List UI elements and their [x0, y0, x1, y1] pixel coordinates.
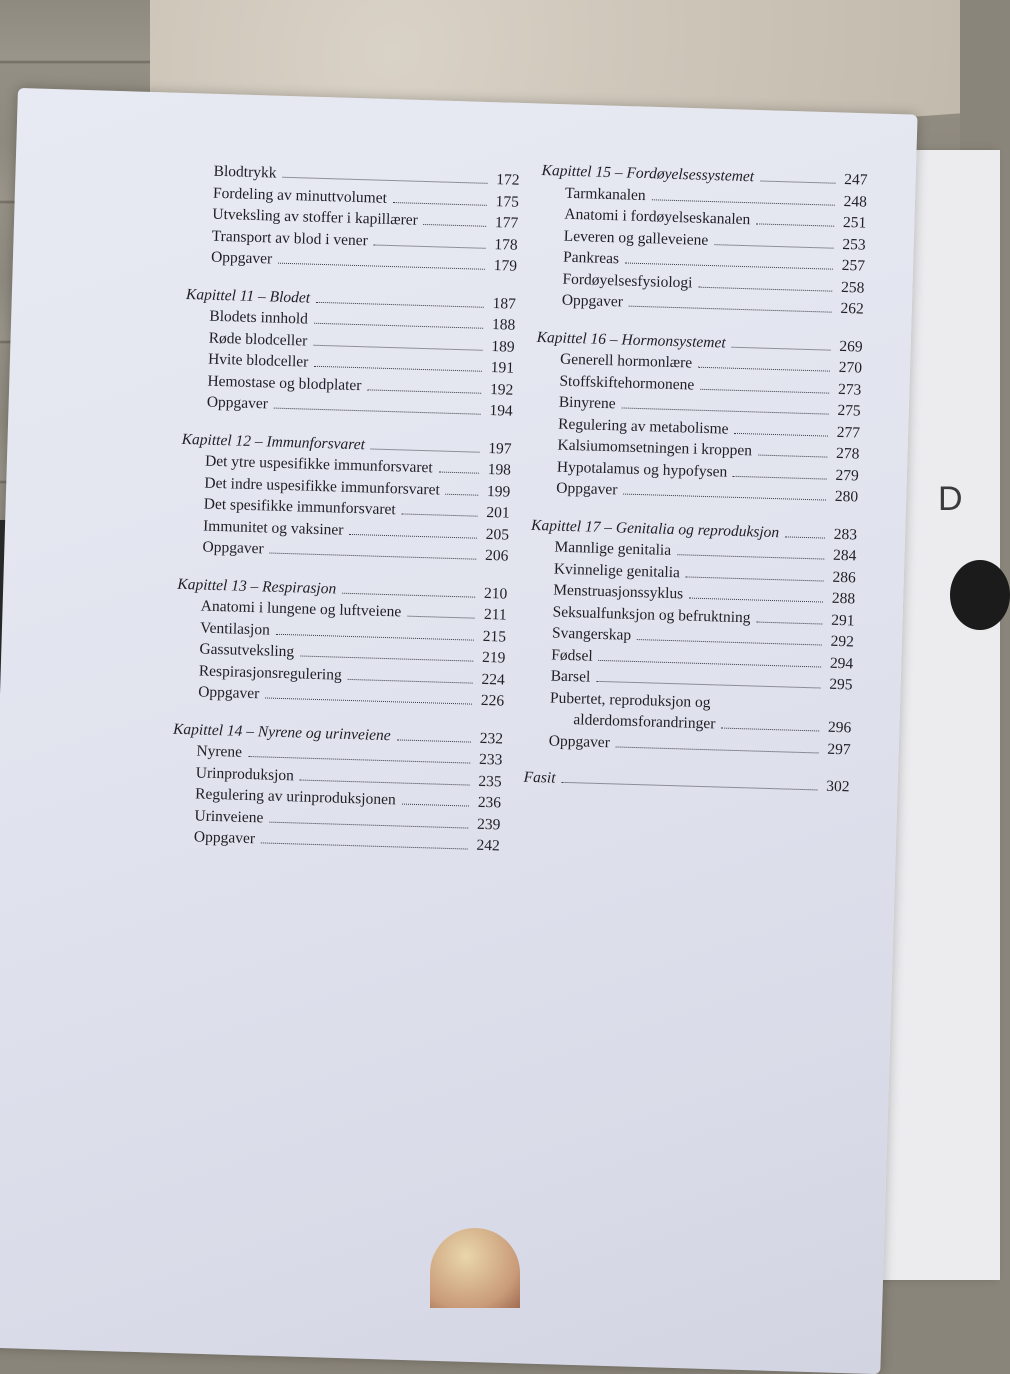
toc-entry-title: Oppgaver: [202, 538, 264, 558]
toc-entry-page-number: 188: [491, 316, 516, 334]
dot-leader: [698, 286, 832, 291]
dot-leader: [265, 697, 472, 704]
toc-entry-page-number: 286: [832, 568, 857, 586]
toc-entry-page-number: 189: [491, 337, 515, 356]
dot-leader: [374, 244, 486, 248]
dot-leader: [733, 475, 827, 479]
toc-left-column: [169, 160, 520, 873]
toc-entry-page-number: 262: [840, 299, 864, 318]
dot-leader: [732, 346, 831, 350]
dot-leader: [314, 366, 482, 372]
toc-entry-page-number: 175: [495, 192, 520, 211]
toc-entry-title: Respirasjonsregulering: [198, 661, 342, 684]
chapter-heading-title: Fasit: [523, 768, 556, 787]
dot-leader: [625, 263, 833, 270]
dot-leader: [407, 616, 474, 619]
chapter-heading-page-number: 210: [483, 584, 508, 603]
chapter-heading-title: Kapittel 14 – Nyrene og urinveiene: [172, 720, 391, 744]
dot-leader: [599, 659, 822, 667]
toc-entry-title: Immunitet og vaksiner: [202, 517, 344, 539]
dot-leader: [248, 756, 470, 764]
toc-entry-title: Kvinnelige genitalia: [553, 560, 681, 581]
toc-entry-title: Oppgaver: [548, 731, 611, 751]
toc-entry-page-number: 288: [831, 589, 856, 608]
toc-entry-continued-page-number: 296: [827, 718, 852, 737]
finger-tip: [430, 1228, 520, 1308]
chapter-heading-page-number: 269: [839, 337, 863, 356]
dot-leader: [637, 639, 822, 645]
toc-entry-title: Ventilasjon: [199, 619, 271, 639]
toc-entry-title: Oppgaver: [556, 479, 618, 499]
dot-leader: [623, 494, 826, 501]
toc-entry-page-number: 257: [841, 256, 866, 275]
toc-entry-page-number: 226: [480, 691, 505, 710]
toc-entry-page-number: 219: [481, 648, 506, 667]
toc-entry-page-number: 270: [838, 358, 863, 377]
dot-leader: [397, 739, 471, 742]
dot-leader: [269, 553, 476, 560]
toc-entry-page-number: 191: [490, 359, 515, 377]
toc-entry-title: Generell hormonlære: [559, 350, 693, 372]
toc-entry-page-number: 280: [834, 487, 859, 506]
dot-leader: [760, 180, 835, 183]
toc-entry-title: Pankreas: [562, 248, 620, 268]
toc-entry-title: Tarmkanalen: [564, 184, 646, 204]
toc-entry-title: Det indre uspesifikke immunforsvaret: [204, 474, 441, 499]
dot-leader: [596, 681, 820, 689]
toc-entry-page-number: 251: [842, 213, 867, 232]
toc-entry-title: Anatomi i fordøyelseskanalen: [564, 205, 751, 229]
toc-entry-page-number: 177: [494, 214, 519, 232]
toc-entry-page-number: 233: [478, 750, 503, 769]
toc-entry-page-number: 253: [842, 235, 866, 254]
dot-leader: [402, 513, 478, 516]
dot-leader: [393, 202, 487, 206]
dot-leader: [367, 389, 481, 393]
dot-leader: [313, 344, 482, 350]
toc-entry-page-number: 278: [835, 444, 860, 463]
dot-leader: [300, 655, 473, 661]
chapter-heading-page-number: 283: [833, 525, 858, 544]
toc-entry-title: Kalsiumomsetningen i kroppen: [557, 436, 753, 460]
toc-entry-page-number: 279: [835, 466, 860, 485]
dot-leader: [785, 536, 825, 538]
toc-entry-title: Oppgaver: [197, 683, 260, 703]
toc-section: [183, 283, 517, 422]
toc-entry-title: Mannlige genitalia: [554, 538, 672, 559]
toc-entry-page-number: 291: [830, 611, 855, 629]
toc-entry-title: Menstruasjonssyklus: [552, 581, 684, 603]
dot-leader: [621, 407, 828, 414]
dot-leader: [261, 842, 468, 849]
dot-leader: [756, 621, 822, 624]
chapter-heading-title: Kapittel 11 – Blodet: [185, 285, 311, 307]
toc-entry-page-number: 206: [484, 546, 509, 565]
dot-leader: [371, 448, 480, 452]
toc-entry-title: Seksualfunksjon og befruktning: [552, 603, 751, 626]
toc-entry-title: Oppgaver: [193, 828, 256, 848]
toc-entry-title: Urinproduksjon: [195, 763, 295, 784]
toc-entry-title: Fordøyelsesfysiologi: [562, 270, 693, 292]
toc-entry-page-number: 248: [843, 192, 868, 211]
toc-entry-page-number: 211: [483, 605, 507, 624]
dot-leader: [342, 592, 475, 597]
dot-leader: [677, 554, 824, 559]
toc-entry-page-number: 295: [829, 675, 853, 694]
toc-entry-title: Svangerskap: [551, 624, 632, 644]
chapter-heading-title: Kapittel 15 – Fordøyelsessystemet: [541, 161, 755, 186]
toc-entry-page-number: 201: [486, 503, 510, 522]
toc-entry-page-number: 172: [496, 171, 520, 189]
dot-leader: [700, 388, 829, 393]
dot-leader: [402, 804, 469, 807]
toc-right-column: [523, 160, 868, 814]
dot-leader: [698, 367, 830, 372]
toc-entry-page-number: 179: [493, 257, 518, 275]
toc-section: [524, 514, 857, 760]
dot-leader: [714, 244, 833, 249]
toc-section: [178, 428, 512, 567]
dot-leader: [316, 301, 484, 307]
dot-leader: [446, 493, 479, 495]
toc-section: [187, 160, 520, 277]
toc-entry-title: Blodets innhold: [209, 307, 309, 328]
toc-entry-page-number: 294: [829, 654, 854, 672]
chapter-heading: [523, 767, 849, 798]
toc-entry-title: Røde blodceller: [208, 329, 308, 350]
toc-entry-page-number: 273: [837, 380, 862, 399]
toc-entry-title: Transport av blod i vener: [211, 227, 369, 249]
toc-entry-title: Oppgaver: [561, 291, 624, 311]
chapter-heading-title: Kapittel 17 – Genitalia og reproduksjon: [530, 516, 780, 541]
chapter-heading-page-number: 197: [488, 439, 512, 458]
toc-entry-title: Barsel: [550, 667, 591, 686]
toc-entry-title: Oppgaver: [206, 393, 269, 413]
toc-entry-title: Pubertet, reproduksjon og: [549, 688, 711, 711]
dot-leader: [652, 199, 835, 205]
toc-entry-page-number: 292: [830, 632, 855, 651]
chapter-heading-page-number: 247: [844, 170, 868, 189]
toc-entry-page-number: 194: [489, 401, 513, 420]
toc-entry-page-number: 192: [489, 380, 514, 399]
chapter-heading-page-number: 187: [492, 294, 517, 313]
toc-entry-title: Regulering av urinproduksjonen: [194, 785, 396, 809]
chapter-heading-title: Kapittel 12 – Immunforsvaret: [181, 430, 366, 453]
toc-entry-page-number: 275: [837, 401, 861, 420]
dot-leader: [734, 432, 828, 436]
toc-entry-title: Det ytre uspesifikke immunforsvaret: [204, 452, 433, 477]
toc-entry-page-number: 215: [482, 627, 507, 646]
toc-entry-page-number: 236: [477, 793, 502, 812]
dot-leader: [686, 576, 824, 581]
toc-entry-page-number: 205: [485, 525, 510, 544]
toc-section: [523, 767, 849, 798]
toc-section: [538, 160, 868, 320]
toc-entry-title: Fordeling av minuttvolumet: [212, 184, 388, 207]
chapter-heading-page-number: 232: [479, 729, 504, 748]
dot-leader: [276, 633, 474, 640]
dot-leader: [439, 472, 479, 474]
dot-leader: [616, 746, 819, 753]
dot-leader: [349, 533, 477, 538]
toc-section: [532, 326, 863, 508]
dot-leader: [424, 224, 487, 227]
toc-entry-page-number: 235: [478, 772, 502, 791]
toc-section: [174, 573, 508, 712]
toc-entry-title: Utveksling av stoffer i kapillærer: [212, 205, 419, 229]
toc-entry-title: Anatomi i lungene og luftveiene: [200, 597, 402, 621]
adjacent-page-letter: D: [938, 480, 963, 518]
toc-entry-page-number: 297: [827, 740, 851, 758]
toc-entry-page-number: 178: [494, 235, 518, 254]
toc-entry-title: Gassutveksling: [199, 640, 295, 661]
toc-entry-title: Det spesifikke immunforsvaret: [203, 495, 396, 519]
toc-entry-page-number: 199: [486, 482, 511, 501]
dot-leader: [314, 323, 483, 329]
toc-entry-page-number: 198: [487, 460, 512, 479]
toc-entry-title: Fødsel: [551, 645, 593, 665]
dot-leader: [274, 408, 481, 415]
toc-entry-title: Hemostase og blodplater: [207, 372, 362, 394]
dot-leader: [348, 678, 473, 683]
dot-leader: [300, 779, 470, 785]
toc-entry-continued-title: alderdomsforandringer: [573, 711, 716, 733]
dot-leader: [282, 177, 487, 184]
adjacent-page-dark-shape: [950, 560, 1010, 630]
toc-entry-title: Oppgaver: [210, 248, 273, 268]
dot-leader: [721, 728, 819, 732]
dot-leader: [278, 263, 485, 270]
toc-entry-title: Nyrene: [196, 742, 243, 761]
toc-section: [170, 718, 504, 857]
toc-entry-title: Stoffskiftehormonene: [559, 372, 695, 394]
chapter-heading-title: Kapittel 16 – Hormonsystemet: [536, 328, 726, 352]
toc-entry-page-number: 224: [481, 670, 505, 689]
chapter-heading-title: Kapittel 13 – Respirasjon: [177, 575, 337, 598]
chapter-heading-page-number: 302: [826, 777, 850, 796]
toc-entry-title: Leveren og galleveiene: [563, 227, 709, 249]
toc-entry-title: Hypotalamus og hypofysen: [556, 458, 728, 481]
toc-entry-title: Hvite blodceller: [207, 350, 309, 371]
dot-leader: [269, 821, 468, 828]
toc-entry-title: Blodtrykk: [213, 162, 277, 182]
dot-leader: [629, 306, 832, 313]
toc-entry-page-number: 258: [840, 278, 865, 297]
dot-leader: [561, 782, 817, 791]
dot-leader: [758, 455, 827, 458]
toc-entry-title: Urinveiene: [194, 806, 264, 826]
dot-leader: [689, 598, 823, 603]
toc-entry-title: Binyrene: [558, 393, 616, 413]
dot-leader: [756, 223, 834, 226]
toc-entry-page-number: 284: [832, 546, 857, 565]
toc-entry-page-number: 239: [476, 815, 501, 833]
toc-entry-title: Regulering av metabolisme: [557, 415, 729, 438]
toc-entry-page-number: 242: [476, 836, 501, 855]
toc-entry-page-number: 277: [836, 423, 861, 442]
